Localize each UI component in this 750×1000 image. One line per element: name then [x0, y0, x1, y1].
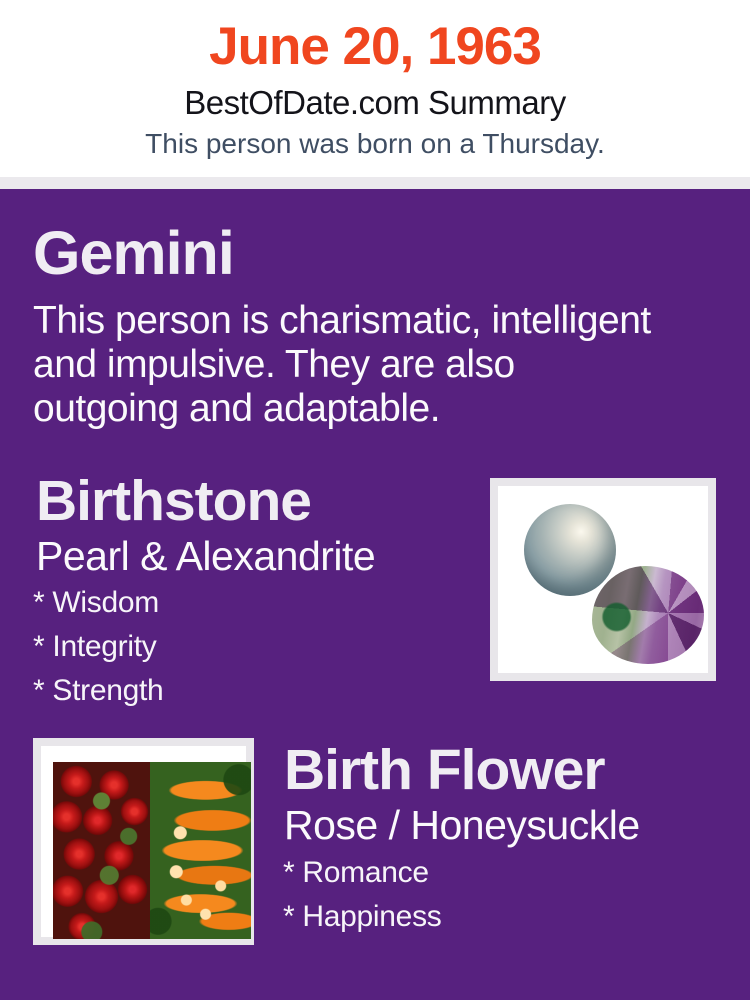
- birthstone-photo-background: [498, 486, 708, 673]
- birthstone-photo: [490, 478, 716, 681]
- alexandrite-image: [592, 566, 704, 664]
- birthstone-trait: * Wisdom: [33, 586, 159, 619]
- honeysuckle-image: [150, 762, 251, 939]
- birth-flower-trait: * Romance: [283, 856, 429, 889]
- zodiac-description: This person is charismatic, intelligent and impulsive. They are also outgoing and adaptable.: [33, 299, 651, 431]
- header-divider: [0, 177, 750, 189]
- birth-flower-photo-background: [41, 746, 246, 937]
- birthstone-value: Pearl & Alexandrite: [36, 533, 376, 579]
- pearl-image: [524, 504, 616, 596]
- flower-photo-strip: [53, 762, 251, 939]
- zodiac-sign-title: Gemini: [33, 219, 234, 287]
- birth-flower-trait: * Happiness: [283, 900, 442, 933]
- page-title-date: June 20, 1963: [209, 17, 541, 76]
- birth-flower-title: Birth Flower: [284, 738, 605, 802]
- header: [0, 0, 750, 177]
- birthstone-title: Birthstone: [36, 469, 311, 533]
- roses-image: [53, 762, 150, 939]
- born-day-subtitle: This person was born on a Thursday.: [145, 128, 605, 159]
- birth-flower-value: Rose / Honeysuckle: [284, 802, 640, 848]
- birthstone-trait: * Strength: [33, 674, 164, 707]
- site-summary-title: BestOfDate.com Summary: [184, 84, 566, 121]
- birthstone-trait: * Integrity: [33, 630, 157, 663]
- birth-flower-photo: [33, 738, 254, 945]
